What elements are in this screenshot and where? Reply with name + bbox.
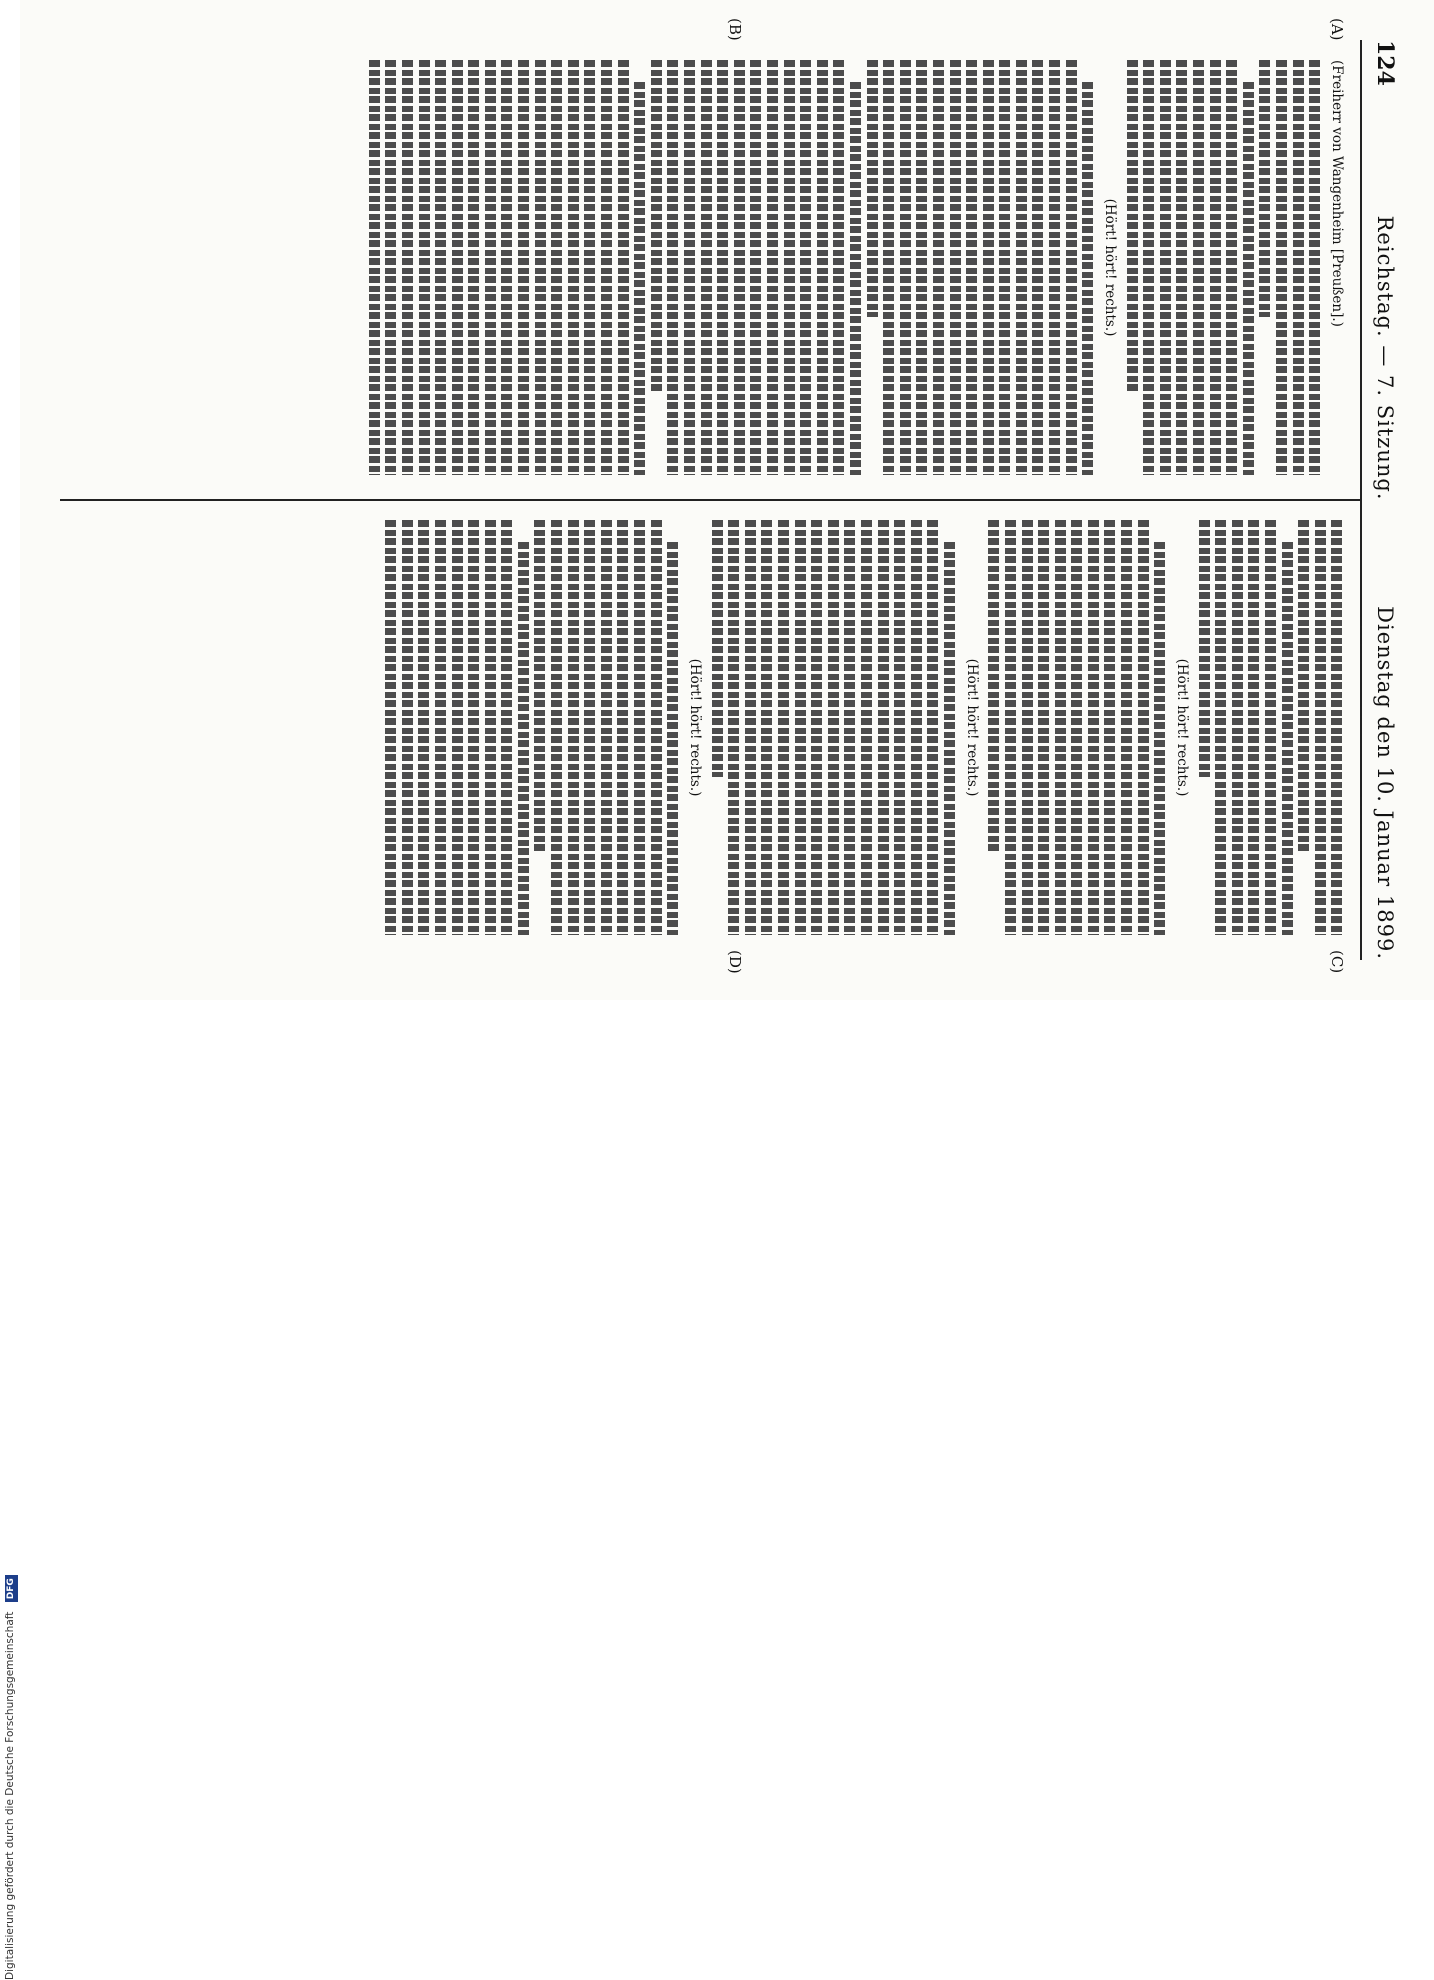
text-line (651, 520, 662, 935)
interjection: (Hört! hört! rechts.) (1174, 658, 1191, 797)
text-line (761, 520, 772, 935)
interjection: (Hört! hört! rechts.) (963, 658, 980, 797)
text-line (1276, 60, 1287, 475)
text-line (1049, 60, 1060, 475)
text-line (784, 60, 795, 475)
text-line (844, 520, 855, 935)
text-line (468, 60, 479, 475)
text-line (933, 60, 944, 475)
footer-credit: Digitalisierung gefördert durch die Deutsche Forschungsgemeinschaft (4, 1611, 16, 1980)
text-line (1215, 520, 1226, 935)
text-line (452, 60, 463, 475)
header-rule (1360, 40, 1362, 960)
text-line (1082, 82, 1093, 475)
text-line (767, 60, 778, 475)
text-line (828, 520, 839, 935)
text-line (1232, 520, 1243, 935)
text-line (369, 60, 380, 475)
text-line (1143, 60, 1154, 475)
text-line (1038, 520, 1049, 935)
text-line (684, 60, 695, 475)
text-line (1282, 542, 1293, 935)
text-line (1160, 60, 1171, 475)
digitization-footer (0, 0, 20, 1980)
text-line (1315, 520, 1326, 935)
document-page (20, 0, 1434, 1000)
text-line (551, 520, 562, 935)
text-line (911, 520, 922, 935)
text-line (385, 60, 396, 475)
text-line (1331, 520, 1342, 935)
text-line (1005, 520, 1016, 935)
text-line (728, 520, 739, 935)
text-line (778, 520, 789, 935)
text-line (745, 520, 756, 935)
text-line (1248, 520, 1259, 935)
text-line (817, 60, 828, 475)
text-line (634, 520, 645, 935)
margin-marker-a: (A) (1328, 18, 1346, 41)
footer-credit-line (0, 980, 20, 1980)
text-line (1309, 60, 1320, 475)
text-line (584, 60, 595, 475)
text-line (1033, 60, 1044, 475)
text-line (518, 542, 529, 935)
text-line (1298, 520, 1309, 852)
text-line (551, 60, 562, 475)
text-line (1066, 60, 1077, 475)
text-line (999, 60, 1010, 475)
text-line (402, 60, 413, 475)
text-line (988, 520, 999, 852)
text-line (535, 60, 546, 475)
text-line (916, 60, 927, 475)
text-line (502, 60, 513, 475)
text-line (667, 542, 678, 935)
page-title: Reichstag. — 7. Sitzung. (1373, 215, 1397, 501)
text-line (1071, 520, 1082, 935)
text-line (402, 520, 413, 935)
text-line (894, 520, 905, 935)
session-date: Dienstag den 10. Januar 1899. (1373, 606, 1397, 960)
text-line (878, 520, 889, 935)
text-line (1104, 520, 1115, 935)
text-line (501, 520, 512, 935)
interjection: (Hört! hört! rechts.) (1102, 198, 1119, 337)
text-line (944, 542, 955, 935)
text-line (601, 60, 612, 475)
text-line (452, 520, 463, 935)
text-line (1259, 60, 1270, 317)
text-line (850, 82, 861, 475)
text-line (634, 82, 645, 475)
interjection: (Hört! hört! rechts.) (687, 658, 704, 797)
text-line (1293, 60, 1304, 475)
column-divider (60, 499, 1360, 501)
margin-marker-d: (D) (726, 950, 744, 974)
page-header (1366, 40, 1404, 960)
text-line (983, 60, 994, 475)
text-line (419, 60, 430, 475)
text-line (601, 520, 612, 935)
text-line (1243, 82, 1254, 475)
text-line (883, 60, 894, 475)
text-line (651, 60, 662, 392)
text-line (712, 520, 723, 777)
text-line (1016, 60, 1027, 475)
text-line (468, 520, 479, 935)
left-text-column (60, 60, 1348, 475)
text-line (485, 520, 496, 935)
text-line (1055, 520, 1066, 935)
text-line (1226, 60, 1237, 475)
text-line (900, 60, 911, 475)
text-line (811, 520, 822, 935)
text-line (1176, 60, 1187, 475)
text-line (966, 60, 977, 475)
text-line (435, 60, 446, 475)
text-line (1193, 60, 1204, 475)
text-line (950, 60, 961, 475)
text-line (1199, 520, 1210, 777)
text-line (927, 520, 938, 935)
text-line (617, 520, 628, 935)
text-line (1210, 60, 1221, 475)
text-line (1154, 542, 1165, 935)
text-line (1088, 520, 1099, 935)
text-line (618, 60, 629, 475)
text-line (867, 60, 878, 317)
text-line (1265, 520, 1276, 935)
text-line (1138, 520, 1149, 935)
text-line (750, 60, 761, 475)
text-line (861, 520, 872, 935)
right-text-column (60, 520, 1348, 935)
text-line (385, 520, 396, 935)
text-line (667, 60, 678, 475)
margin-marker-b: (B) (726, 18, 744, 41)
text-line (1022, 520, 1033, 935)
text-line (1121, 520, 1132, 935)
text-line (485, 60, 496, 475)
speaker-line: (Freiherr von Wangenheim [Preußen].) (1329, 60, 1345, 327)
text-line (518, 60, 529, 475)
text-line (584, 520, 595, 935)
text-line (717, 60, 728, 475)
text-line (734, 60, 745, 475)
text-line (568, 520, 579, 935)
text-line (418, 520, 429, 935)
page-number: 124 (1372, 40, 1398, 86)
text-line (534, 520, 545, 852)
text-line (701, 60, 712, 475)
dfg-logo-icon: DFG (5, 1575, 18, 1602)
text-line (1127, 60, 1138, 392)
margin-marker-c: (C) (1328, 950, 1346, 974)
text-line (800, 60, 811, 475)
text-line (795, 520, 806, 935)
text-line (435, 520, 446, 935)
text-line (568, 60, 579, 475)
text-line (833, 60, 844, 475)
